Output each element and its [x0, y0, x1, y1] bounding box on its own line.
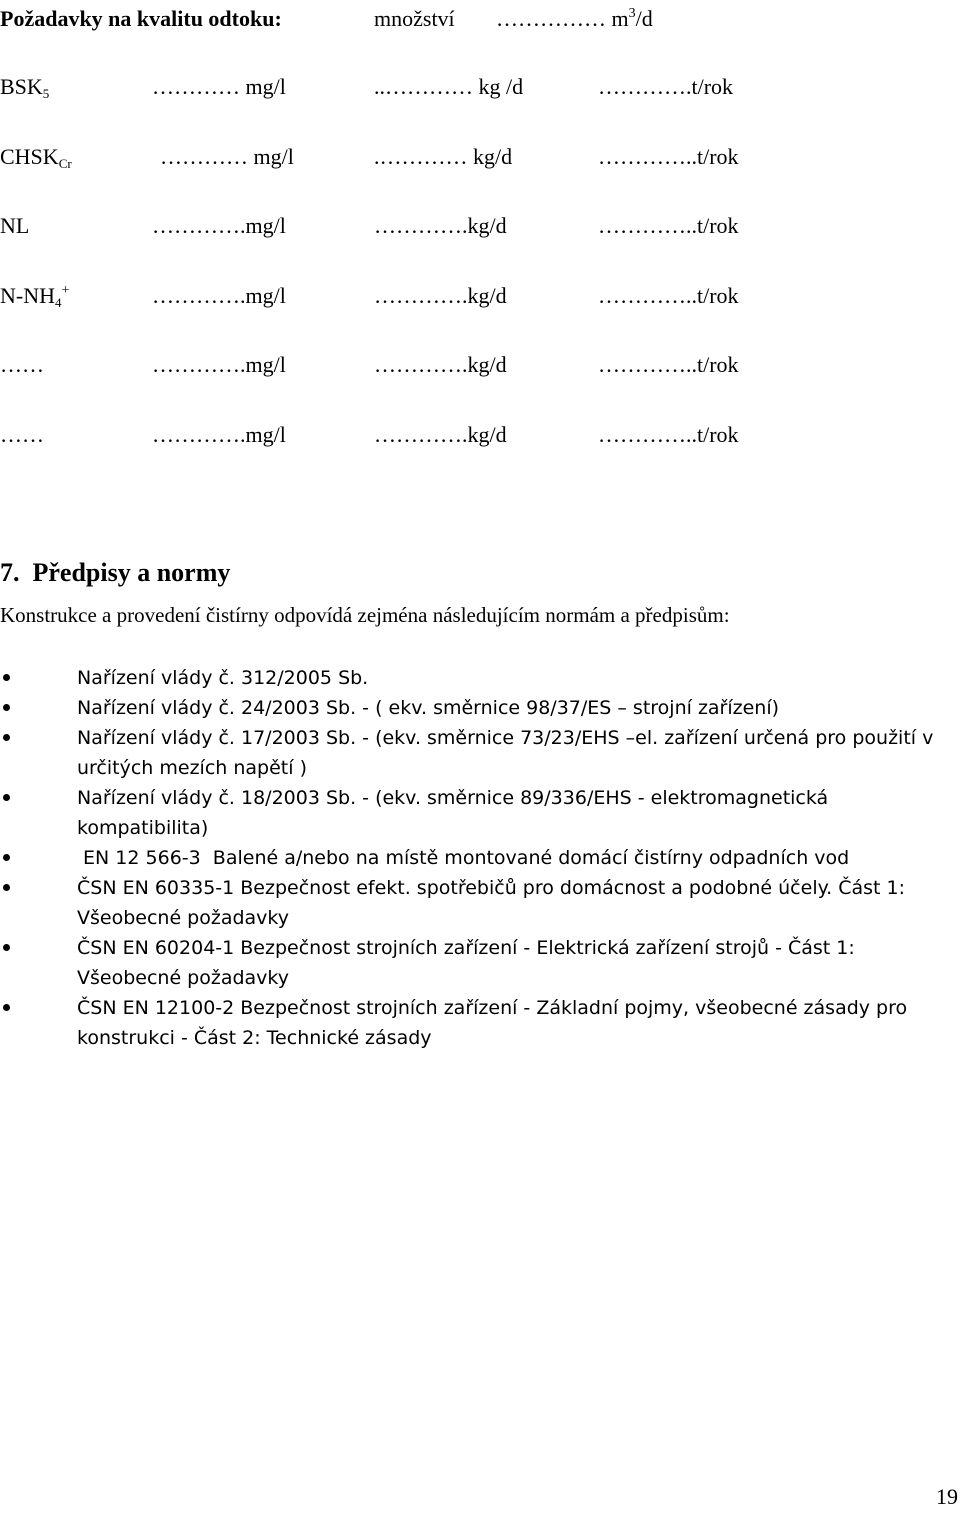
- row-kgd: ………….kg/d: [374, 283, 507, 308]
- bullet-icon: [3, 1004, 10, 1011]
- row-mgl: ………….mg/l: [152, 352, 286, 377]
- amount-unit: m: [611, 6, 629, 31]
- row-label: $N-NH_4^+$: [0, 283, 70, 310]
- row-mgl: ………… mg/l: [160, 144, 294, 169]
- list-item-text: Nařízení vlády č. 24/2003 Sb. - ( ekv. směrnice 98/37/ES – strojní zařízení): [77, 697, 780, 719]
- page-number: 19: [936, 1484, 958, 1509]
- row-label: NL: [0, 213, 30, 238]
- amount-unit-sup: 3: [628, 6, 636, 21]
- row-trok: …………..t/rok: [598, 283, 739, 308]
- list-item-text: Nařízení vlády č. 18/2003 Sb. - (ekv. směrnice 89/336/EHS - elektromagnetická kompatibilita): [77, 787, 829, 839]
- bullet-icon: [3, 734, 10, 741]
- row-kgd: ………….kg/d: [374, 352, 507, 377]
- list-item-text: EN 12 566-3 Balené a/nebo na místě montované domácí čistírny odpadních vod: [77, 847, 850, 869]
- row-label: ……: [0, 352, 44, 377]
- bullet-icon: [3, 704, 10, 711]
- amount-field: [496, 6, 653, 32]
- amount-fill: ……………: [496, 6, 606, 31]
- row-trok: …………..t/rok: [598, 422, 739, 447]
- amount-unit-tail: /d: [635, 6, 653, 31]
- row-trok: …………..t/rok: [598, 144, 739, 169]
- list-item-text: ČSN EN 60204-1 Bezpečnost strojních zařízení - Elektrická zařízení strojů - Část 1: Všeobecné požadavky: [77, 937, 855, 989]
- list-item-text: Nařízení vlády č. 17/2003 Sb. - (ekv. směrnice 73/23/EHS –el. zařízení určená pro použití v určitých mezích napětí ): [77, 727, 934, 779]
- row-mgl: ………….mg/l: [152, 213, 286, 238]
- bullet-icon: [3, 854, 10, 861]
- bullet-icon: [3, 794, 10, 801]
- quality-heading: Požadavky na kvalitu odtoku:: [0, 6, 282, 31]
- list-item-text: ČSN EN 60335-1 Bezpečnost efekt. spotřebičů pro domácnost a podobné účely. Část 1: Všeobecné požadavky: [77, 877, 905, 929]
- row-label: $CHSK_{Cr}$: [0, 144, 72, 171]
- row-trok: …………..t/rok: [598, 352, 739, 377]
- row-mgl: ………… mg/l: [152, 74, 286, 99]
- row-mgl: ………….mg/l: [152, 283, 286, 308]
- list-item-text: Nařízení vlády č. 312/2005 Sb.: [77, 667, 369, 689]
- bullet-icon: [3, 884, 10, 891]
- list-item-text: ČSN EN 12100-2 Bezpečnost strojních zařízení - Základní pojmy, všeobecné zásady pro konstrukci - Část 2: Technické zásady: [77, 997, 908, 1049]
- section-intro: Konstrukce a provedení čistírny odpovídá zejména následujícím normám a předpisům:: [0, 603, 730, 627]
- row-kgd: .………… kg/d: [374, 144, 513, 169]
- row-trok: …………..t/rok: [598, 213, 739, 238]
- row-kgd: ………….kg/d: [374, 213, 507, 238]
- bullet-icon: [3, 674, 10, 681]
- row-kgd: ..………… kg /d: [374, 74, 524, 99]
- row-mgl: ………….mg/l: [152, 422, 286, 447]
- section-title: 7. Předpisy a normy: [0, 558, 231, 587]
- row-kgd: ………….kg/d: [374, 422, 507, 447]
- row-label: $BSK_5$: [0, 74, 50, 101]
- row-label: ……: [0, 422, 44, 447]
- amount-label: množství: [374, 6, 455, 31]
- row-trok: ………….t/rok: [598, 74, 734, 99]
- bullet-icon: [3, 944, 10, 951]
